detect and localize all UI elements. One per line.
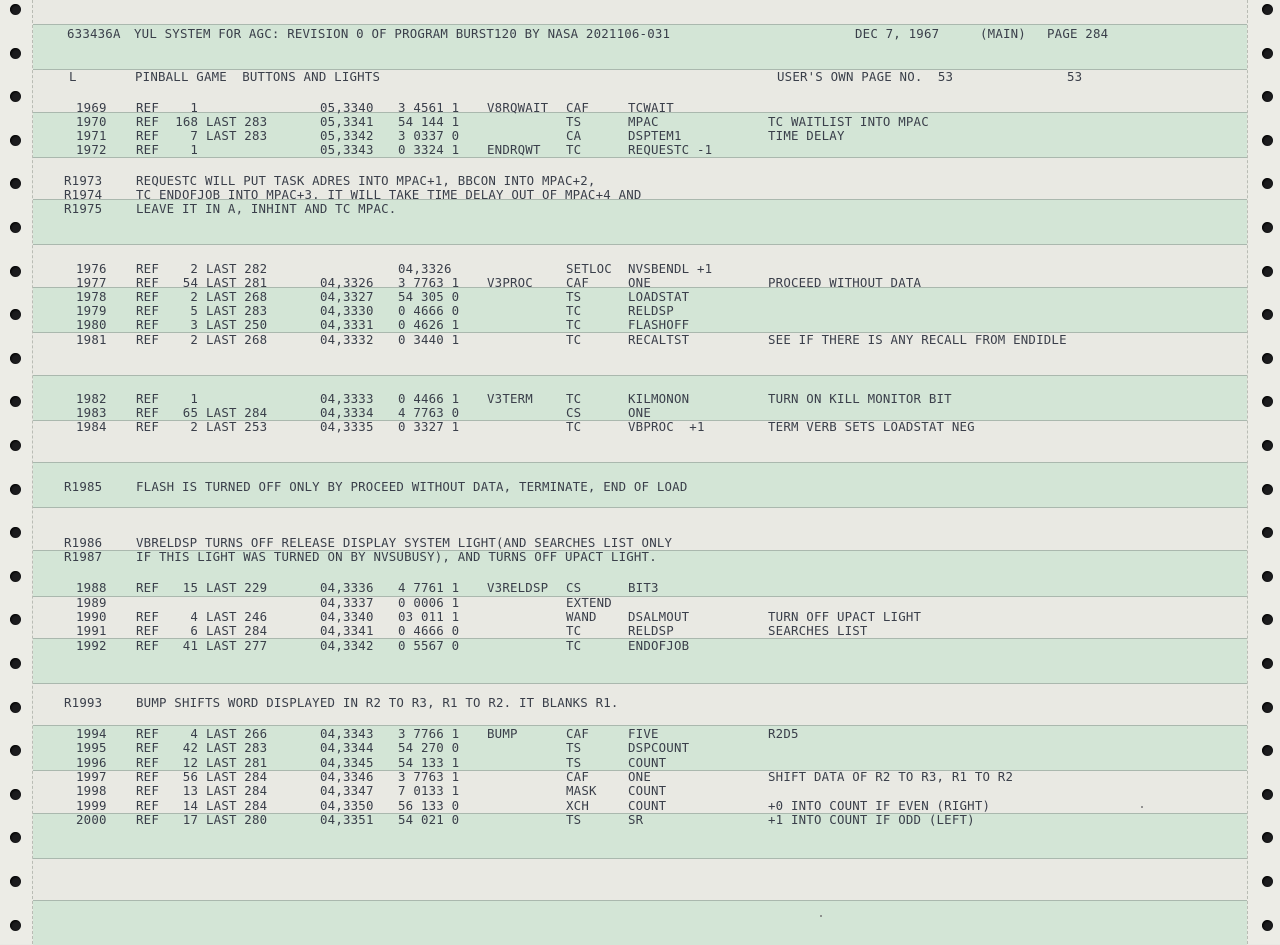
cell-ref: REF	[136, 114, 159, 129]
margin-marker: L	[69, 69, 77, 84]
cell-ref: REF	[136, 142, 159, 157]
cell-ref: REF	[136, 638, 159, 653]
remark-text: TC ENDOFJOB INTO MPAC+3. IT WILL TAKE TIME DELAY OUT OF MPAC+4 AND	[136, 187, 642, 202]
cell-refnum: 65	[182, 405, 199, 420]
cell-ref: REF	[136, 769, 159, 784]
cell-no: 1984	[76, 419, 107, 434]
cell-no: 1991	[76, 623, 107, 638]
cell-code: 0 0006 1	[398, 595, 460, 610]
cell-refnum: 6	[190, 623, 199, 638]
cell-addr: 04,3330	[320, 303, 374, 318]
log-section-title: PINBALL GAME BUTTONS AND LIGHTS	[135, 69, 381, 84]
cell-operand: COUNT	[628, 755, 667, 770]
remark-number: R1975	[64, 201, 103, 216]
cell-ref: REF	[136, 303, 159, 318]
remark-number: R1974	[64, 187, 103, 202]
cell-no: 1970	[76, 114, 107, 129]
cell-comment: R2D5	[768, 726, 799, 741]
cell-last: LAST 283	[206, 303, 268, 318]
cell-no: 1999	[76, 798, 107, 813]
green-bar-band	[33, 900, 1247, 945]
tractor-hole	[1262, 658, 1273, 669]
cell-ref: REF	[136, 317, 159, 332]
cell-comment: TIME DELAY	[768, 128, 845, 143]
cell-code: 4 7761 1	[398, 580, 460, 595]
tractor-hole	[10, 222, 21, 233]
tractor-hole	[1262, 832, 1273, 843]
cell-operand: ONE	[628, 769, 651, 784]
cell-op: SETLOC	[566, 261, 612, 276]
cell-ref: REF	[136, 726, 159, 741]
cell-operand: BIT3	[628, 580, 659, 595]
cell-comment: TERM VERB SETS LOADSTAT NEG	[768, 419, 975, 434]
tractor-hole	[10, 440, 21, 451]
cell-refnum: 2	[190, 289, 199, 304]
listing-row	[0, 813, 1280, 827]
cell-last: LAST 284	[206, 405, 268, 420]
remark-line	[0, 536, 1280, 550]
listing-row	[0, 115, 1280, 129]
cell-last: LAST 229	[206, 580, 268, 595]
remark-number: R1993	[64, 695, 103, 710]
cell-code: 03 011 1	[398, 609, 460, 624]
listing-row	[0, 304, 1280, 318]
cell-code: 0 4466 1	[398, 391, 460, 406]
cell-code: 0 4666 0	[398, 623, 460, 638]
remark-number: R1987	[64, 549, 103, 564]
cell-operand: ONE	[628, 275, 651, 290]
cell-last: LAST 283	[206, 128, 268, 143]
cell-addr: 04,3344	[320, 740, 374, 755]
tractor-hole	[10, 876, 21, 887]
cell-operand: DSPTEM1	[628, 128, 682, 143]
tractor-hole	[10, 353, 21, 364]
listing-row	[0, 290, 1280, 304]
tractor-hole	[10, 832, 21, 843]
cell-label: BUMP	[487, 726, 518, 741]
cell-refnum: 1	[190, 100, 199, 115]
cell-ref: REF	[136, 783, 159, 798]
cell-no: 1969	[76, 100, 107, 115]
cell-op: TS	[566, 289, 582, 304]
cell-op: TS	[566, 812, 582, 827]
cell-op: TC	[566, 419, 582, 434]
cell-addr: 04,3342	[320, 638, 374, 653]
cell-op: TC	[566, 142, 582, 157]
cell-op: TC	[566, 391, 582, 406]
cell-code: 04,3326	[398, 261, 452, 276]
cell-code: 54 144 1	[398, 114, 460, 129]
cell-no: 1990	[76, 609, 107, 624]
remark-line	[0, 188, 1280, 202]
cell-refnum: 7	[190, 128, 199, 143]
cell-addr: 04,3343	[320, 726, 374, 741]
listing-row	[0, 770, 1280, 784]
page-number: PAGE 284	[1047, 26, 1109, 41]
cell-no: 1979	[76, 303, 107, 318]
cell-last: LAST 281	[206, 755, 268, 770]
cell-code: 0 5567 0	[398, 638, 460, 653]
cell-op: TS	[566, 755, 582, 770]
tractor-hole	[10, 658, 21, 669]
listing-row	[0, 129, 1280, 143]
cell-last: LAST 253	[206, 419, 268, 434]
cell-last: LAST 246	[206, 609, 268, 624]
cell-operand: SR	[628, 812, 644, 827]
remark-line	[0, 696, 1280, 710]
tractor-hole	[1262, 920, 1273, 931]
cell-addr: 04,3334	[320, 405, 374, 420]
cell-op: EXTEND	[566, 595, 612, 610]
cell-code: 54 270 0	[398, 740, 460, 755]
listing-row	[0, 756, 1280, 770]
listing-row	[0, 318, 1280, 332]
cell-no: 1971	[76, 128, 107, 143]
listing-row	[0, 333, 1280, 347]
tractor-hole	[10, 920, 21, 931]
cell-op: CS	[566, 405, 582, 420]
remark-line	[0, 480, 1280, 494]
section-label: (MAIN)	[980, 26, 1026, 41]
cell-refnum: 41	[182, 638, 199, 653]
cell-last: LAST 250	[206, 317, 268, 332]
remark-line	[0, 174, 1280, 188]
cell-code: 3 4561 1	[398, 100, 460, 115]
cell-addr: 04,3340	[320, 609, 374, 624]
tractor-hole	[1262, 48, 1273, 59]
cell-comment: +1 INTO COUNT IF ODD (LEFT)	[768, 812, 975, 827]
cell-operand: RECALTST	[628, 332, 690, 347]
cell-refnum: 2	[190, 261, 199, 276]
cell-operand: DSALMOUT	[628, 609, 690, 624]
cell-code: 0 3440 1	[398, 332, 460, 347]
header-line	[0, 27, 1280, 41]
cell-addr: 05,3340	[320, 100, 374, 115]
cell-refnum: 4	[190, 609, 199, 624]
cell-no: 1996	[76, 755, 107, 770]
cell-no: 1994	[76, 726, 107, 741]
cell-operand: LOADSTAT	[628, 289, 690, 304]
cell-ref: REF	[136, 405, 159, 420]
cell-no: 1988	[76, 580, 107, 595]
cell-code: 0 4666 0	[398, 303, 460, 318]
cell-comment: SEE IF THERE IS ANY RECALL FROM ENDIDLE	[768, 332, 1067, 347]
cell-operand: KILMONON	[628, 391, 690, 406]
cell-addr: 04,3336	[320, 580, 374, 595]
cell-comment: TURN OFF UPACT LIGHT	[768, 609, 922, 624]
cell-op: TC	[566, 623, 582, 638]
cell-last: LAST 268	[206, 332, 268, 347]
cell-op: CS	[566, 580, 582, 595]
cell-comment: PROCEED WITHOUT DATA	[768, 275, 922, 290]
cell-ref: REF	[136, 419, 159, 434]
cell-comment: TURN ON KILL MONITOR BIT	[768, 391, 952, 406]
program-id: 633436A	[67, 26, 121, 41]
cell-label: V3RELDSP	[487, 580, 549, 595]
cell-operand: RELDSP	[628, 303, 674, 318]
cell-no: 1983	[76, 405, 107, 420]
cell-refnum: 168	[175, 114, 199, 129]
listing-row	[0, 406, 1280, 420]
cell-addr: 04,3350	[320, 798, 374, 813]
listing-row	[0, 799, 1280, 813]
remark-number: R1985	[64, 479, 103, 494]
cell-no: 1982	[76, 391, 107, 406]
cell-label: V3TERM	[487, 391, 533, 406]
remark-text: IF THIS LIGHT WAS TURNED ON BY NVSUBUSY), AND TURNS OFF UPACT LIGHT.	[136, 549, 657, 564]
cell-op: TC	[566, 332, 582, 347]
cell-addr: 05,3343	[320, 142, 374, 157]
cell-ref: REF	[136, 798, 159, 813]
cell-code: 54 133 1	[398, 755, 460, 770]
cell-refnum: 2	[190, 332, 199, 347]
cell-operand: FLASHOFF	[628, 317, 690, 332]
cell-code: 4 7763 0	[398, 405, 460, 420]
cell-operand: ENDOFJOB	[628, 638, 690, 653]
cell-operand: FIVE	[628, 726, 659, 741]
cell-comment: +0 INTO COUNT IF EVEN (RIGHT)	[768, 798, 991, 813]
listing-row	[0, 784, 1280, 798]
cell-code: 0 4626 1	[398, 317, 460, 332]
cell-no: 1998	[76, 783, 107, 798]
cell-refnum: 13	[182, 783, 199, 798]
cell-addr: 04,3347	[320, 783, 374, 798]
cell-op: CAF	[566, 100, 589, 115]
cell-no: 1980	[76, 317, 107, 332]
listing-row	[0, 143, 1280, 157]
cell-ref: REF	[136, 100, 159, 115]
cell-addr: 04,3337	[320, 595, 374, 610]
cell-refnum: 14	[182, 798, 199, 813]
remark-line	[0, 202, 1280, 216]
cell-op: WAND	[566, 609, 597, 624]
cell-last: LAST 280	[206, 812, 268, 827]
listing-row	[0, 581, 1280, 595]
cell-operand: COUNT	[628, 783, 667, 798]
cell-addr: 04,3351	[320, 812, 374, 827]
cell-label: ENDRQWT	[487, 142, 541, 157]
cell-last: LAST 281	[206, 275, 268, 290]
listing-row	[0, 624, 1280, 638]
cell-last: LAST 266	[206, 726, 268, 741]
cell-op: TC	[566, 303, 582, 318]
cell-refnum: 4	[190, 726, 199, 741]
tractor-hole	[10, 4, 21, 15]
cell-code: 54 021 0	[398, 812, 460, 827]
paper-speck	[1141, 806, 1143, 808]
cell-op: TC	[566, 317, 582, 332]
cell-no: 1972	[76, 142, 107, 157]
paper-speck	[820, 915, 822, 917]
cell-ref: REF	[136, 812, 159, 827]
cell-addr: 04,3327	[320, 289, 374, 304]
cell-no: 1997	[76, 769, 107, 784]
cell-code: 7 0133 1	[398, 783, 460, 798]
cell-op: TC	[566, 638, 582, 653]
tractor-hole	[1262, 353, 1273, 364]
cell-label: V8RQWAIT	[487, 100, 549, 115]
cell-refnum: 3	[190, 317, 199, 332]
cell-refnum: 12	[182, 755, 199, 770]
remark-line	[0, 550, 1280, 564]
cell-op: XCH	[566, 798, 589, 813]
listing-row	[0, 639, 1280, 653]
cell-ref: REF	[136, 391, 159, 406]
cell-ref: REF	[136, 580, 159, 595]
users-page-number: 53	[1067, 69, 1083, 84]
remark-text: FLASH IS TURNED OFF ONLY BY PROCEED WITHOUT DATA, TERMINATE, END OF LOAD	[136, 479, 688, 494]
cell-no: 1977	[76, 275, 107, 290]
cell-ref: REF	[136, 755, 159, 770]
cell-code: 0 3327 1	[398, 419, 460, 434]
listing-row	[0, 741, 1280, 755]
cell-addr: 04,3345	[320, 755, 374, 770]
cell-addr: 04,3326	[320, 275, 374, 290]
tractor-hole	[1262, 440, 1273, 451]
cell-op: TS	[566, 740, 582, 755]
cell-op: CAF	[566, 275, 589, 290]
listing-row	[0, 392, 1280, 406]
cell-addr: 04,3332	[320, 332, 374, 347]
tractor-hole	[1262, 4, 1273, 15]
cell-ref: REF	[136, 740, 159, 755]
cell-addr: 04,3333	[320, 391, 374, 406]
cell-code: 56 133 0	[398, 798, 460, 813]
remark-text: REQUESTC WILL PUT TASK ADRES INTO MPAC+1, BBCON INTO MPAC+2,	[136, 173, 596, 188]
listing-row	[0, 727, 1280, 741]
cell-code: 3 7766 1	[398, 726, 460, 741]
cell-last: LAST 277	[206, 638, 268, 653]
tractor-hole	[1262, 876, 1273, 887]
cell-operand: COUNT	[628, 798, 667, 813]
cell-label: V3PROC	[487, 275, 533, 290]
cell-operand: REQUESTC -1	[628, 142, 713, 157]
cell-op: CA	[566, 128, 582, 143]
cell-addr: 05,3342	[320, 128, 374, 143]
cell-last: LAST 283	[206, 114, 268, 129]
cell-last: LAST 284	[206, 623, 268, 638]
cell-refnum: 42	[182, 740, 199, 755]
cell-refnum: 1	[190, 142, 199, 157]
cell-no: 1989	[76, 595, 107, 610]
cell-refnum: 54	[182, 275, 199, 290]
cell-refnum: 1	[190, 391, 199, 406]
cell-refnum: 17	[182, 812, 199, 827]
cell-ref: REF	[136, 275, 159, 290]
cell-comment: SEARCHES LIST	[768, 623, 868, 638]
cell-code: 3 7763 1	[398, 275, 460, 290]
cell-last: LAST 284	[206, 769, 268, 784]
cell-code: 3 0337 0	[398, 128, 460, 143]
cell-refnum: 5	[190, 303, 199, 318]
listing-row	[0, 420, 1280, 434]
cell-operand: DSPCOUNT	[628, 740, 690, 755]
cell-last: LAST 283	[206, 740, 268, 755]
cell-ref: REF	[136, 623, 159, 638]
cell-refnum: 56	[182, 769, 199, 784]
cell-addr: 05,3341	[320, 114, 374, 129]
remark-number: R1973	[64, 173, 103, 188]
cell-ref: REF	[136, 332, 159, 347]
cell-operand: RELDSP	[628, 623, 674, 638]
cell-op: MASK	[566, 783, 597, 798]
listing-date: DEC 7, 1967	[855, 26, 940, 41]
cell-no: 1995	[76, 740, 107, 755]
remark-text: LEAVE IT IN A, INHINT AND TC MPAC.	[136, 201, 397, 216]
cell-no: 2000	[76, 812, 107, 827]
cell-no: 1976	[76, 261, 107, 276]
listing-row	[0, 610, 1280, 624]
listing-row	[0, 596, 1280, 610]
listing-row	[0, 262, 1280, 276]
cell-no: 1981	[76, 332, 107, 347]
remark-text: BUMP SHIFTS WORD DISPLAYED IN R2 TO R3, R1 TO R2. IT BLANKS R1.	[136, 695, 619, 710]
system-title: YUL SYSTEM FOR AGC: REVISION 0 OF PROGRAM BURST120 BY NASA 2021106-031	[134, 26, 671, 41]
cell-ref: REF	[136, 261, 159, 276]
subheader-line	[0, 70, 1280, 84]
listing-row	[0, 101, 1280, 115]
cell-operand: TCWAIT	[628, 100, 674, 115]
cell-operand: ONE	[628, 405, 651, 420]
cell-addr: 04,3335	[320, 419, 374, 434]
cell-code: 0 3324 1	[398, 142, 460, 157]
cell-addr: 04,3341	[320, 623, 374, 638]
cell-addr: 04,3331	[320, 317, 374, 332]
tractor-hole	[1262, 222, 1273, 233]
cell-refnum: 15	[182, 580, 199, 595]
cell-refnum: 2	[190, 419, 199, 434]
cell-ref: REF	[136, 289, 159, 304]
cell-ref: REF	[136, 609, 159, 624]
cell-op: TS	[566, 114, 582, 129]
users-page-label: USER'S OWN PAGE NO. 53	[777, 69, 954, 84]
listing-row	[0, 276, 1280, 290]
cell-op: CAF	[566, 726, 589, 741]
remark-number: R1986	[64, 535, 103, 550]
remark-text: VBRELDSP TURNS OFF RELEASE DISPLAY SYSTEM LIGHT(AND SEARCHES LIST ONLY	[136, 535, 673, 550]
cell-last: LAST 268	[206, 289, 268, 304]
cell-op: CAF	[566, 769, 589, 784]
cell-addr: 04,3346	[320, 769, 374, 784]
cell-operand: VBPROC +1	[628, 419, 705, 434]
cell-operand: NVSBENDL +1	[628, 261, 713, 276]
cell-no: 1992	[76, 638, 107, 653]
cell-code: 3 7763 1	[398, 769, 460, 784]
cell-ref: REF	[136, 128, 159, 143]
cell-last: LAST 282	[206, 261, 268, 276]
cell-last: LAST 284	[206, 798, 268, 813]
cell-comment: SHIFT DATA OF R2 TO R3, R1 TO R2	[768, 769, 1014, 784]
cell-comment: TC WAITLIST INTO MPAC	[768, 114, 929, 129]
cell-operand: MPAC	[628, 114, 659, 129]
cell-code: 54 305 0	[398, 289, 460, 304]
cell-last: LAST 284	[206, 783, 268, 798]
cell-no: 1978	[76, 289, 107, 304]
